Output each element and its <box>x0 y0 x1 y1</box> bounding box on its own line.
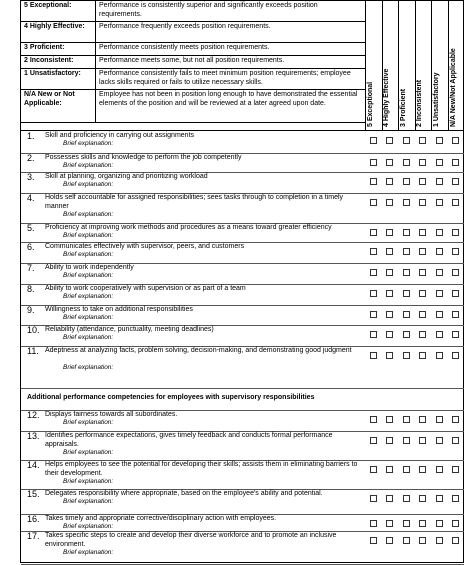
rating-checkbox[interactable] <box>436 437 443 444</box>
competency-text: Helps employees to see the potential for developing their skills; assists them in eliminating barriers to their development. <box>45 461 358 477</box>
section-heading <box>21 388 464 411</box>
rating-checkbox[interactable] <box>419 269 426 276</box>
competency-number: 9. <box>27 305 35 315</box>
rating-checkbox[interactable] <box>436 248 443 255</box>
competency-text: Ability to work cooperatively with supervision or as part of a team <box>45 285 246 292</box>
rating-checkbox[interactable] <box>370 495 377 502</box>
rating-checkbox[interactable] <box>370 269 377 276</box>
rating-checkbox[interactable] <box>403 495 410 502</box>
rating-checkbox[interactable] <box>452 437 459 444</box>
brief-explanation-label: Brief explanation: <box>63 364 114 371</box>
rating-checkbox[interactable] <box>403 159 410 166</box>
legend-desc: Performance consistently meets position requirements. <box>96 43 366 56</box>
rating-checkbox[interactable] <box>419 137 426 144</box>
brief-explanation-label: Brief explanation: <box>63 449 114 456</box>
competency-number: 3. <box>27 172 35 182</box>
evaluation-form <box>20 0 464 563</box>
competency-text: Reliability (attendance, punctuality, meeting deadlines) <box>45 326 214 333</box>
rating-checkbox[interactable] <box>386 248 393 255</box>
brief-explanation-label: Brief explanation: <box>63 251 114 258</box>
rating-checkbox[interactable] <box>386 352 393 359</box>
column-header-na: N/A New/Not Applicable <box>449 48 457 127</box>
competency-number: 5. <box>27 223 35 233</box>
rating-checkbox[interactable] <box>370 352 377 359</box>
competency-text: Ability to work independently <box>45 264 134 271</box>
competency-text: Skill and proficiency in carrying out assignments <box>45 132 195 139</box>
brief-explanation-label: Brief explanation: <box>63 181 114 188</box>
competency-row <box>21 223 464 243</box>
rating-checkbox[interactable] <box>370 229 377 236</box>
rating-checkbox[interactable] <box>436 178 443 185</box>
competency-row <box>21 531 464 565</box>
rating-checkbox[interactable] <box>436 331 443 338</box>
rating-checkbox[interactable] <box>419 331 426 338</box>
competency-row <box>21 489 464 515</box>
rating-checkbox[interactable] <box>403 290 410 297</box>
legend-desc: Performance consistently fails to meet minimum position requirements; employee lacks skills required or fails to utilize necessary skills. <box>96 69 366 90</box>
rating-checkbox[interactable] <box>370 520 377 527</box>
competency-row <box>21 242 464 264</box>
legend-key: 2 Inconsistent: <box>21 56 96 69</box>
rating-checkbox[interactable] <box>386 416 393 423</box>
column-header-4: 4 Highly Effective <box>383 1 400 130</box>
competency-number: 16. <box>27 514 40 524</box>
competency-text: Skill at planning, organizing and prioritizing workload <box>45 173 208 180</box>
brief-explanation-label: Brief explanation: <box>63 498 114 505</box>
rating-legend <box>21 1 365 123</box>
rating-checkbox[interactable] <box>452 137 459 144</box>
competency-number: 13. <box>27 431 40 441</box>
rating-checkbox[interactable] <box>436 137 443 144</box>
rating-checkbox[interactable] <box>370 331 377 338</box>
rating-checkbox[interactable] <box>436 495 443 502</box>
rating-checkbox[interactable] <box>403 437 410 444</box>
legend-row <box>21 69 365 90</box>
rating-checkbox[interactable] <box>452 495 459 502</box>
rating-checkbox[interactable] <box>419 229 426 236</box>
competency-row <box>21 131 464 154</box>
rating-checkbox[interactable] <box>386 137 393 144</box>
rating-checkbox[interactable] <box>419 352 426 359</box>
rating-checkbox[interactable] <box>419 416 426 423</box>
rating-checkbox[interactable] <box>452 229 459 236</box>
legend-desc: Employee has not been in position long enough to have demonstrated the essential elements of the position and will be reviewed at a later agreed upon date. <box>96 90 366 123</box>
rating-checkbox[interactable] <box>436 269 443 276</box>
competency-number: 14. <box>27 460 40 470</box>
brief-explanation-label: Brief explanation: <box>63 232 114 239</box>
competency-number: 2. <box>27 153 35 163</box>
rating-checkbox[interactable] <box>452 416 459 423</box>
rating-checkbox[interactable] <box>403 311 410 318</box>
rating-checkbox[interactable] <box>370 466 377 473</box>
rating-checkbox[interactable] <box>419 178 426 185</box>
competency-row <box>21 153 464 173</box>
competency-text: Adeptness at analyzing facts, problem solving, decision-making, and demonstrating good judgment <box>45 347 352 354</box>
rating-checkbox[interactable] <box>386 269 393 276</box>
rating-checkbox[interactable] <box>386 199 393 206</box>
rating-checkbox[interactable] <box>386 466 393 473</box>
legend-desc: Performance frequently exceeds position requirements. <box>96 22 366 43</box>
legend-key: 3 Proficient: <box>21 43 96 56</box>
rating-checkbox[interactable] <box>370 199 377 206</box>
rating-checkbox[interactable] <box>436 466 443 473</box>
brief-explanation-label: Brief explanation: <box>63 314 114 321</box>
competency-row <box>21 410 464 432</box>
competency-number: 7. <box>27 263 35 273</box>
rating-checkbox[interactable] <box>419 520 426 527</box>
rating-checkbox[interactable] <box>419 466 426 473</box>
competency-number: 15. <box>27 489 40 499</box>
brief-explanation-label: Brief explanation: <box>63 523 114 530</box>
competency-row <box>21 193 464 224</box>
rating-checkbox[interactable] <box>419 495 426 502</box>
rating-checkbox[interactable] <box>386 311 393 318</box>
competency-text: Displays fairness towards all subordinates. <box>45 411 178 418</box>
competency-number: 11. <box>27 346 39 356</box>
column-header-2: 2 Inconsistent <box>416 1 433 130</box>
brief-explanation-label: Brief explanation: <box>63 334 114 341</box>
rating-checkbox[interactable] <box>370 248 377 255</box>
competency-number: 12. <box>27 410 40 420</box>
rating-checkbox[interactable] <box>386 495 393 502</box>
rating-checkbox[interactable] <box>419 537 426 544</box>
competency-number: 1. <box>27 131 35 141</box>
rating-checkbox[interactable] <box>403 537 410 544</box>
legend-key: 4 Highly Effective: <box>21 22 96 43</box>
brief-explanation-label: Brief explanation: <box>63 478 114 485</box>
rating-checkbox[interactable] <box>386 520 393 527</box>
legend-key: N/A New or Not Applicable: <box>21 90 96 123</box>
rating-checkbox[interactable] <box>403 466 410 473</box>
column-header-5: 5 Exceptional <box>366 1 383 130</box>
rating-checkbox[interactable] <box>370 416 377 423</box>
rating-checkbox[interactable] <box>403 520 410 527</box>
legend-row <box>21 43 365 56</box>
legend-row <box>21 90 365 123</box>
rating-checkbox[interactable] <box>386 229 393 236</box>
competency-text: Willingness to take on additional responsibilities <box>45 306 193 313</box>
legend-desc: Performance meets some, but not all position requirements. <box>96 56 366 69</box>
competency-row <box>21 263 464 285</box>
rating-checkbox[interactable] <box>403 331 410 338</box>
rating-checkbox[interactable] <box>436 199 443 206</box>
legend-key: 1 Unsatisfactory: <box>21 69 96 90</box>
rating-checkbox[interactable] <box>403 248 410 255</box>
rating-checkbox[interactable] <box>386 290 393 297</box>
rating-checkbox[interactable] <box>452 311 459 318</box>
brief-explanation-label: Brief explanation: <box>63 419 114 426</box>
rating-checkbox[interactable] <box>386 178 393 185</box>
rating-checkbox[interactable] <box>370 159 377 166</box>
column-header-3: 3 Proficient <box>399 1 416 130</box>
rating-checkbox[interactable] <box>436 311 443 318</box>
legend-desc: Performance is consistently superior and significantly exceeds position requirements. <box>96 1 366 22</box>
legend-key: 5 Exceptional: <box>21 1 96 22</box>
rating-checkbox[interactable] <box>403 352 410 359</box>
rating-checkbox[interactable] <box>436 520 443 527</box>
competency-number: 10. <box>27 325 40 335</box>
brief-explanation-label: Brief explanation: <box>63 293 114 300</box>
rating-checkbox[interactable] <box>452 520 459 527</box>
rating-checkbox[interactable] <box>452 537 459 544</box>
competency-text: Holds self accountable for assigned responsibilities; sees tasks through to completion in a timely manner <box>45 194 344 210</box>
competency-row <box>21 431 464 461</box>
rating-checkbox[interactable] <box>419 290 426 297</box>
rating-checkbox[interactable] <box>452 331 459 338</box>
rating-checkbox[interactable] <box>452 248 459 255</box>
rating-column-headers <box>365 1 465 130</box>
rating-checkbox[interactable] <box>436 537 443 544</box>
rating-checkbox[interactable] <box>403 229 410 236</box>
rating-checkbox[interactable] <box>386 537 393 544</box>
legend-row <box>21 56 365 69</box>
competency-row <box>21 305 464 326</box>
rating-checkbox[interactable] <box>436 416 443 423</box>
rating-checkbox[interactable] <box>403 178 410 185</box>
competency-text: Takes timely and appropriate corrective/disciplinary action with employees. <box>45 515 277 522</box>
brief-explanation-label: Brief explanation: <box>63 162 114 169</box>
competency-number: 4. <box>27 193 35 203</box>
rating-checkbox[interactable] <box>452 290 459 297</box>
rating-checkbox[interactable] <box>386 437 393 444</box>
competency-row <box>21 325 464 347</box>
rating-checkbox[interactable] <box>370 437 377 444</box>
brief-explanation-label: Brief explanation: <box>63 272 114 279</box>
rating-checkbox[interactable] <box>419 159 426 166</box>
rating-checkbox[interactable] <box>452 466 459 473</box>
rating-checkbox[interactable] <box>370 178 377 185</box>
rating-checkbox[interactable] <box>403 416 410 423</box>
competency-text: Identifies performance expectations, gives timely feedback and conducts formal performance appraisals. <box>45 432 333 448</box>
rating-checkbox[interactable] <box>403 137 410 144</box>
competency-row <box>21 284 464 306</box>
rating-checkbox[interactable] <box>436 159 443 166</box>
rating-checkbox[interactable] <box>452 159 459 166</box>
competency-text: Possesses skills and knowledge to perform the job competently <box>45 154 242 161</box>
rating-checkbox[interactable] <box>386 159 393 166</box>
rating-checkbox[interactable] <box>370 290 377 297</box>
column-header-1: 1 Unsatisfactory <box>432 1 449 130</box>
rating-checkbox[interactable] <box>403 269 410 276</box>
competency-number: 8. <box>27 284 35 294</box>
competency-number: 17. <box>27 531 40 541</box>
competency-row <box>21 172 464 194</box>
legend-row <box>21 1 365 22</box>
competency-text: Takes specific steps to create and develop their diverse workforce and to promote an inclusive environment. <box>45 532 337 548</box>
competency-row <box>21 346 464 389</box>
rating-checkbox[interactable] <box>419 311 426 318</box>
rating-checkbox[interactable] <box>370 537 377 544</box>
rating-checkbox[interactable] <box>452 178 459 185</box>
competency-text: Communicates effectively with supervisor, peers, and customers <box>45 243 245 250</box>
competency-row <box>21 514 464 532</box>
rating-checkbox[interactable] <box>436 229 443 236</box>
rating-checkbox[interactable] <box>419 437 426 444</box>
section-title: Additional performance competencies for employees with supervisory responsibilities <box>27 394 315 401</box>
brief-explanation-label: Brief explanation: <box>63 549 114 556</box>
rating-checkbox[interactable] <box>370 311 377 318</box>
brief-explanation-label: Brief explanation: <box>63 140 114 147</box>
rating-checkbox[interactable] <box>419 199 426 206</box>
competency-text: Proficiency at improving work methods and procedures as a means toward greater efficiency <box>45 224 332 231</box>
competency-row <box>21 460 464 490</box>
rating-checkbox[interactable] <box>452 269 459 276</box>
rating-checkbox[interactable] <box>419 248 426 255</box>
rating-checkbox[interactable] <box>452 199 459 206</box>
legend-row <box>21 22 365 43</box>
competency-number: 6. <box>27 242 35 252</box>
rating-checkbox[interactable] <box>403 199 410 206</box>
brief-explanation-label: Brief explanation: <box>63 211 114 218</box>
rating-checkbox[interactable] <box>436 290 443 297</box>
rating-checkbox[interactable] <box>370 137 377 144</box>
rating-checkbox[interactable] <box>436 352 443 359</box>
rating-checkbox[interactable] <box>386 331 393 338</box>
rating-checkbox[interactable] <box>452 352 459 359</box>
competency-text: Delegates responsibility where appropriate, based on the employee's ability and potential. <box>45 490 323 497</box>
